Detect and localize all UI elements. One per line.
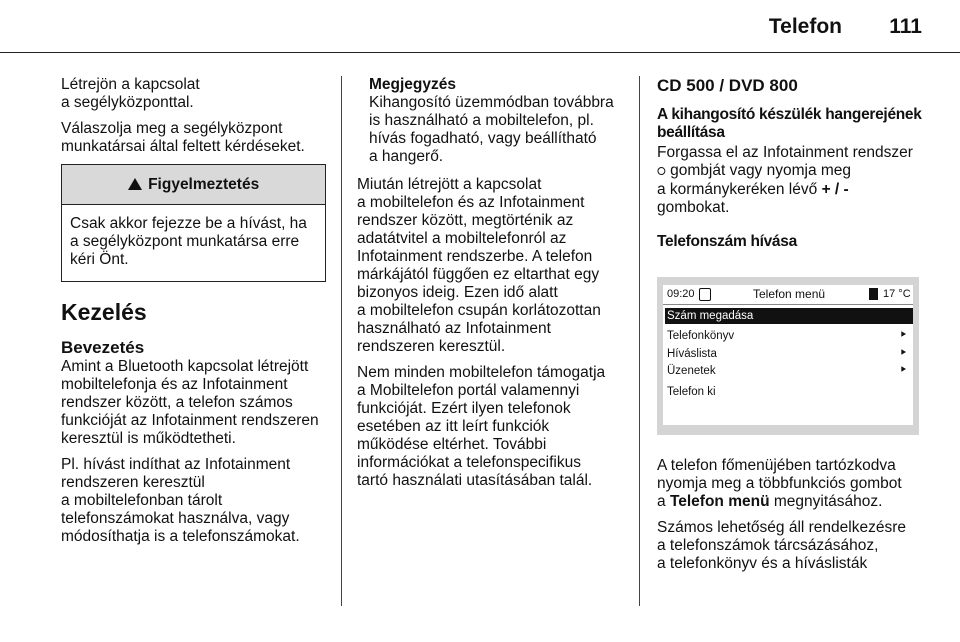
note-body: Kihangosító üzemmódban továbbra is használható a mobiltelefon, pl. hívás fogadható, vagy beállítható a hangerő. [369, 94, 614, 165]
menu-item-number-entry: Szám megadása [665, 308, 913, 324]
warning-title: Figyelmeztetés [148, 176, 260, 193]
paragraph: Létrejön a kapcsolat a segélyközponttal. [61, 76, 200, 111]
screen-title: Telefon menü [753, 287, 826, 301]
paragraph: A telefon főmenüjében tartózkodva nyomja meg a többfunkciós gombot a Telefon menü megnyitásához. [657, 457, 902, 510]
menu-item-call-list: Híváslista ⯈ [667, 348, 907, 360]
header-rule [0, 52, 960, 53]
infotainment-screen [657, 277, 919, 435]
menu-item-phonebook: Telefonkönyv ⯈ [667, 330, 907, 342]
screen-temperature: 17 °C [883, 288, 911, 300]
warning-body: Csak akkor fejezze be a hívást, ha a segélyközpont munkatársa erre kéri Önt. [70, 215, 307, 268]
screen-time: 09:20 [667, 288, 695, 300]
page-number: 111 [889, 15, 922, 38]
column-divider [341, 76, 342, 606]
column-left [61, 76, 326, 554]
paragraph: Számos lehetőség áll rendelkezésre a telefonszámok tárcsázásához, a telefonkönyv és a híváslisták [657, 519, 906, 572]
paragraph: Válaszolja meg a segélyközpont munkatársai által feltett kérdéseket. [61, 120, 305, 155]
screen-status-bar [663, 285, 913, 303]
column-right [657, 76, 927, 581]
warning-box [61, 164, 326, 282]
subsection-heading: A kihangosító készülék hangerejének beállítása [657, 106, 922, 141]
menu-item-messages: Üzenetek ⯈ [667, 365, 907, 377]
warning-header [62, 165, 325, 205]
paragraph: Pl. hívást indíthat az Infotainment rendszeren keresztül a mobiltelefonban tárolt telefonszámokat használva, vagy módosíthatja is a telefonszámokat. [61, 456, 300, 545]
column-middle [357, 76, 627, 498]
paragraph: Nem minden mobiltelefon támogatja a Mobiltelefon portál valamennyi funkcióját. Ezért ilyen telefonok esetében az itt leírt funkciók működése eltérhet. További információkat a telefonspecifikus tartó használati utasításában talál. [357, 364, 606, 489]
section-heading: CD 500 / DVD 800 [657, 76, 798, 95]
paragraph: Forgassa el az Infotainment rendszer ⭘ gombját vagy nyomja meg a kormánykeréken lévő + / - gombokat. [657, 144, 913, 216]
note-box [357, 76, 627, 166]
chevron-right-icon: ⯈ [899, 330, 907, 341]
knob-icon: ⭘ [657, 166, 666, 178]
subsection-heading: Bevezetés [61, 338, 145, 357]
column-divider [639, 76, 640, 606]
chevron-right-icon: ⯈ [899, 348, 907, 359]
page-header [0, 0, 960, 52]
subsection-heading: Telefonszám hívása [657, 233, 797, 250]
note-title: Megjegyzés [369, 76, 457, 93]
menu-item-phone-off: Telefon ki [667, 386, 716, 398]
page-title: Telefon [768, 15, 842, 38]
section-heading: Kezelés [61, 299, 147, 325]
signal-icon [869, 288, 878, 300]
paragraph: Miután létrejött a kapcsolat a mobiltelefon és az Infotainment rendszer között, megtörténik az adatátvitel a mobiltelefonról az Infotainment rendszerbe. A telefon márkájától függően ez eltarthat egy bizonyos ideig. Ezen idő alatt a mobiltelefon csupán korlátozottan használható az Infotainment rendszeren keresztül. [357, 176, 601, 355]
phone-icon [699, 288, 711, 301]
warning-icon [128, 178, 142, 190]
paragraph: Amint a Bluetooth kapcsolat létrejött mobiltelefonja és az Infotainment rendszer között, a telefon számos funkcióját az Infotainment rendszeren keresztül is működtetheti. [61, 358, 319, 447]
chevron-right-icon: ⯈ [899, 365, 907, 376]
